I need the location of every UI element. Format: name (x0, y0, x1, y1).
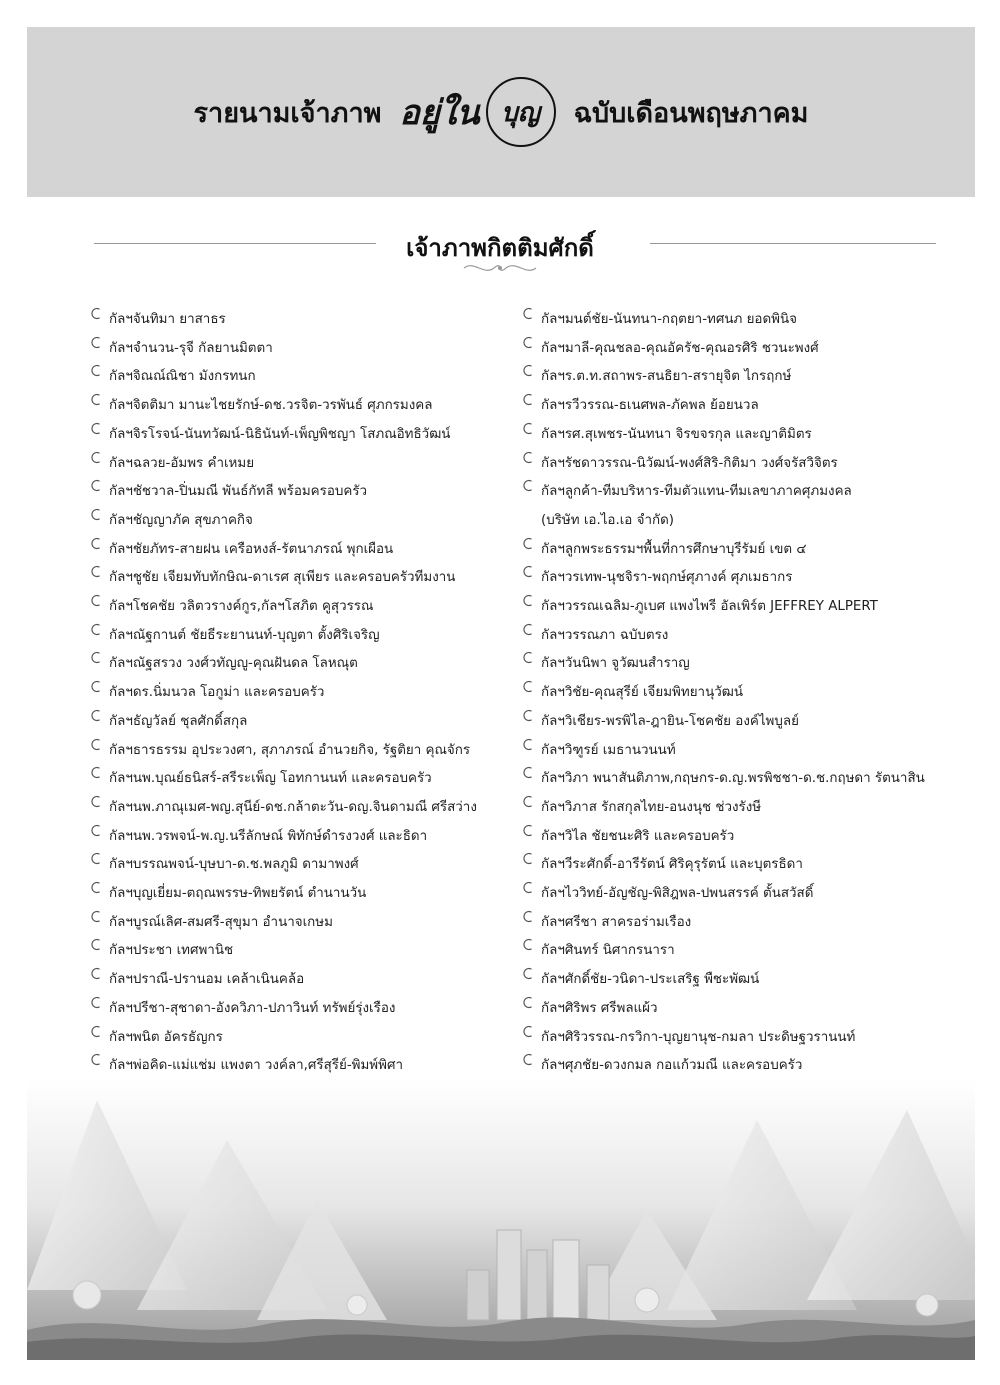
donor-list-item (90, 363, 520, 392)
donor-name: กัลฯวิเชียร-พรพิไล-ฎายิน-โชคชัย องค์ไพบูลย์ (541, 713, 799, 729)
crystal-decoration (27, 1080, 975, 1360)
donor-list-item (90, 306, 520, 335)
donor-list-item (522, 679, 962, 708)
header-title (27, 27, 975, 197)
bullet-icon (522, 364, 535, 377)
donor-name: กัลฯร.ต.ท.สถาพร-สนธิยา-สรายุจิต ไกรฤกษ์ (541, 369, 792, 385)
donor-name: กัลฯธัญวัลย์ ชุลศักดิ์สกุล (109, 713, 248, 729)
donor-list-item (90, 507, 520, 536)
donor-name: กัลฯรวีวรรณ-ธเนศพล-ภัคพล ย้อยนวล (541, 398, 759, 414)
bullet-icon (522, 594, 535, 607)
donor-list-item (522, 909, 962, 938)
donor-name: กัลฯปราณี-ปรานอม เคล้าเนินคล้อ (109, 972, 305, 988)
donor-name: กัลฯศักดิ์ชัย-วนิดา-ประเสริฐ พืชะพัฒน์ (541, 972, 760, 988)
donor-name: กัลฯมนต์ชัย-นันทนา-กฤตยา-ทศนภ ยอดพินิจ (541, 312, 797, 327)
donor-list-item (90, 708, 520, 737)
bullet-icon (522, 451, 535, 464)
donor-name: กัลฯโชคชัย วลิตวรางค์กูร,กัลฯโสภิต คูสุวรรณ (109, 599, 374, 615)
bullet-icon (90, 824, 103, 837)
donor-list-item (522, 622, 962, 651)
bullet-icon (90, 393, 103, 406)
bullet-icon (522, 881, 535, 894)
bullet-icon (522, 996, 535, 1009)
donor-name: กัลฯชัยภัทร-สายฝน เครือหงส์-รัตนาภรณ์ พุกเผือน (109, 541, 394, 557)
donor-name: กัลฯจำนวน-รุจี กัลยานมิตตา (109, 340, 273, 356)
donor-name: กัลฯศรีชา สาครอร่ามเรือง (541, 914, 692, 930)
bullet-icon (90, 364, 103, 377)
donor-list-item (90, 823, 520, 852)
bullet-icon (90, 336, 103, 349)
bullet-icon (90, 881, 103, 894)
bullet-icon (90, 651, 103, 664)
donor-list-item (90, 564, 520, 593)
bullet-icon (90, 852, 103, 865)
donor-list-item (90, 909, 520, 938)
donor-list-item (90, 679, 520, 708)
donor-list-item (522, 593, 962, 622)
donor-list-item (522, 421, 962, 450)
flourish-ornament-icon (460, 258, 540, 278)
donor-name: กัลฯวิไล ชัยชนะศิริ และครอบครัว (541, 828, 735, 844)
bullet-icon (522, 852, 535, 865)
donor-list-item (90, 794, 520, 823)
magazine-logo (399, 77, 555, 147)
donor-list-item (90, 966, 520, 995)
donor-name: กัลฯจิรโรจน์-นันทวัฒน์-นิธินันท์-เพ็ญพิชญา โสภณอิทธิวัฒน์ (109, 426, 451, 442)
donor-name: กัลฯวรรณเฉลิม-ภูเบศ แพงไพรี อัลเพิร์ต JEFFREY ALPERT (541, 599, 878, 615)
donor-name: กัลฯปรีชา-สุชาดา-อังควิภา-ปภาวินท์ ทรัพย์รุ่งเรือง (109, 1000, 396, 1016)
donor-list-item (522, 708, 962, 737)
donor-name: กัลฯรศ.สุเพชร-นันทนา จิรขจรกุล และญาติมิตร (541, 426, 812, 442)
donor-list-item (90, 536, 520, 565)
bullet-icon (90, 422, 103, 435)
donor-name: กัลฯวิภา พนาสันติภาพ,กฤษกร-ด.ญ.พรพิชชา-ด.ช.กฤษดา รัตนาสิน (541, 771, 925, 787)
donor-list-item (90, 450, 520, 479)
section-title: เจ้าภาพกิตติมศักดิ์ (406, 234, 594, 262)
donor-list-item (522, 335, 962, 364)
bullet-icon (522, 709, 535, 722)
bullet-icon (90, 594, 103, 607)
donor-list-item (522, 478, 962, 507)
bullet-icon (90, 910, 103, 923)
donor-list-item (522, 737, 962, 766)
donor-list-item (522, 363, 962, 392)
donor-name: กัลฯรัชดาวรรณ-นิวัฒน์-พงศ์สิริ-กิติมา วงศ์จรัสวิจิตร (541, 455, 838, 471)
donor-name: กัลฯวรเทพ-นุชจิรา-พฤกษ์ศุภางค์ ศุภเมธากร (541, 570, 793, 586)
donor-list-item (522, 564, 962, 593)
donor-list-item (522, 937, 962, 966)
donor-list-item (90, 1024, 520, 1053)
bullet-icon (522, 537, 535, 550)
donor-name: กัลฯธารธรรม อุประวงศา, สุภาภรณ์ อำนวยกิจ, รัฐติยา คุณจักร (109, 742, 471, 758)
bullet-icon (522, 910, 535, 923)
bullet-icon (522, 393, 535, 406)
donor-name: กัลฯดร.นิ่มนวล โอกูม่า และครอบครัว (109, 685, 325, 701)
donor-list-item (90, 593, 520, 622)
bullet-icon (522, 651, 535, 664)
donor-list-item (90, 392, 520, 421)
donor-name: กัลฯศิริวรรณ-กรวิกา-บุญยานุช-กมลา ประดิษฐวรานนท์ (541, 1029, 856, 1045)
donor-name: กัลฯลูกพระธรรมฯพื้นที่การศึกษาบุรีรัมย์ เขต ๔ (541, 541, 807, 557)
donor-name: กัลฯวิฑูรย์ เมธานวนนท์ (541, 742, 676, 758)
bullet-icon (522, 336, 535, 349)
donor-name-continuation: (บริษัท เอ.ไอ.เอ จำกัด) (541, 512, 675, 528)
title-left: รายนามเจ้าภาพ (193, 97, 382, 129)
donor-list-item (90, 650, 520, 679)
donor-list-item (522, 794, 962, 823)
donor-name: กัลฯศิริพร ศรีพลแผ้ว (541, 1000, 658, 1016)
donor-name: กัลฯพนิต อัครธัญกร (109, 1029, 223, 1045)
donor-list-item (522, 823, 962, 852)
donor-name: กัลฯณัฐกานต์ ชัยธีระยานนท์-บุญตา ตั้งศิริเจริญ (109, 627, 380, 643)
bullet-icon (522, 422, 535, 435)
donor-name: กัลฯมาลี-คุณชลอ-คุณอัครัช-คุณอรศิริ ชวนะพงศ์ (541, 340, 819, 356)
donor-list-item (522, 765, 962, 794)
donor-name: กัลฯประชา เทศพานิช (109, 943, 234, 959)
donor-name: กัลฯวิภาส รักสกุลไทย-อนงนุช ช่วงรังษี (541, 799, 762, 815)
donor-name: กัลฯวีระศักดิ์-อารีรัตน์ ศิริคุรุรัตน์ และบุตรธิดา (541, 857, 803, 873)
donor-name: กัลฯบรรณพจน์-บุษบา-ด.ช.พลภูมิ ดามาพงศ์ (109, 857, 359, 873)
donor-name: กัลฯจันทิมา ยาสาธร (109, 312, 226, 327)
bullet-icon (90, 479, 103, 492)
donor-name: กัลฯศินทร์ นิศากรนารา (541, 943, 675, 959)
donor-list-item (90, 880, 520, 909)
donor-name: กัลฯจิณณ์ณิชา มังกรทนก (109, 369, 256, 385)
donor-list-item (90, 1052, 520, 1081)
bullet-icon (90, 709, 103, 722)
donor-list-item (522, 880, 962, 909)
donor-list-item (522, 851, 962, 880)
donor-name: กัลฯศุภชัย-ดวงกมล กอแก้วมณี และครอบครัว (541, 1058, 803, 1074)
donor-list-item (522, 1052, 962, 1081)
bullet-icon (522, 938, 535, 951)
donor-name: กัลฯชัชวาล-ปิ่นมณี พันธ์กัทลี พร้อมครอบครัว (109, 484, 368, 500)
donor-list-item (90, 851, 520, 880)
logo-circle-text: บุญ (501, 97, 540, 128)
bullet-icon (522, 680, 535, 693)
bullet-icon (522, 307, 535, 320)
donor-list-item (90, 622, 520, 651)
donor-name: กัลฯพ่อคิด-แม่แช่ม แพงตา วงค์ลา,ศรีสุรีย์-พิมพ์พิศา (109, 1058, 403, 1074)
donor-list-item (522, 995, 962, 1024)
donor-name: กัลฯวิชัย-คุณสุรีย์ เจียมพิทยานุวัฒน์ (541, 685, 744, 701)
donor-name: กัลฯวันนิพา จูวัฒนสำราญ (541, 656, 690, 672)
donor-name: กัลฯบุญเยี่ยม-ตฤณพรรษ-ทิพยรัตน์ ตำนานวัน (109, 886, 367, 902)
donor-name: กัลฯไววิทย์-อัญชัญ-พิสิฎพล-ปพนสรรค์ ตั้นสวัสดิ์ (541, 886, 814, 902)
bullet-icon (522, 766, 535, 779)
donor-list-item (90, 335, 520, 364)
bullet-icon (522, 623, 535, 636)
donor-list-item (522, 966, 962, 995)
bullet-icon (522, 967, 535, 980)
donor-list-item (522, 650, 962, 679)
donor-name: กัลฯฉลวย-อัมพร คำเหมย (109, 455, 255, 471)
bullet-icon (90, 565, 103, 578)
donor-list-item (90, 937, 520, 966)
bullet-icon (522, 1053, 535, 1066)
logo-word: อยู่ใน (399, 93, 480, 133)
donor-name: กัลฯนพ.บุณย์ธนิสร์-สรีระเพ็ญ โอทกานนท์ และครอบครัว (109, 771, 432, 787)
bullet-icon (90, 307, 103, 320)
donor-name: กัลฯนพ.ภาณุเมศ-พญ.สุนีย์-ดช.กล้าตะวัน-ดญ.จินดามณี ศรีสว่าง (109, 799, 477, 815)
bullet-icon (90, 996, 103, 1009)
bullet-icon (90, 967, 103, 980)
donor-name: กัลฯวรรณภา ฉบับตรง (541, 627, 669, 643)
bullet-icon (90, 1053, 103, 1066)
bullet-icon (90, 680, 103, 693)
bullet-icon (522, 1025, 535, 1038)
donor-list-item (522, 450, 962, 479)
bullet-icon (90, 451, 103, 464)
bullet-icon (90, 766, 103, 779)
bullet-icon (90, 623, 103, 636)
bullet-icon (90, 537, 103, 550)
bullet-icon (90, 508, 103, 521)
logo-circle (486, 77, 556, 147)
bullet-icon (522, 565, 535, 578)
donor-list-item (90, 478, 520, 507)
bullet-icon (522, 824, 535, 837)
bullet-icon (90, 1025, 103, 1038)
donor-list-item (522, 536, 962, 565)
donor-name: กัลฯณัฐสรวง วงศ์วทัญญู-คุณฝันดล โลหณุต (109, 656, 358, 672)
bullet-icon (522, 479, 535, 492)
donor-list-item (90, 421, 520, 450)
donor-name: กัลฯบูรณ์เลิศ-สมศรี-สุขุมา อำนาจเกษม (109, 914, 333, 930)
donor-name: กัลฯลูกค้า-ทีมบริหาร-ทีมตัวแทน-ทีมเลขาภาคศุภมงคล (541, 484, 852, 500)
donor-list-item (522, 306, 962, 335)
bullet-icon (90, 738, 103, 751)
donor-list-item (90, 737, 520, 766)
title-right: ฉบับเดือนพฤษภาคม (573, 97, 809, 129)
bullet-icon (522, 738, 535, 751)
donor-name: กัลฯชัญญาภัค สุขภาคกิจ (109, 512, 253, 528)
donor-name: กัลฯจิตติมา มานะไชยรักษ์-ดช.วรจิต-วรพันธ์ ศุภกรมงคล (109, 398, 433, 414)
bullet-icon (90, 938, 103, 951)
donor-list-item (522, 1024, 962, 1053)
donor-list-item (90, 765, 520, 794)
donor-name: กัลฯนพ.วรพจน์-พ.ญ.นรีลักษณ์ พิทักษ์ดำรงวงศ์ และธิดา (109, 828, 428, 844)
donor-list-item (522, 392, 962, 421)
donor-name: กัลฯชูชัย เจียมทับทักษิณ-ดาเรศ สุเพียร และครอบครัวทีมงาน (109, 570, 456, 586)
donor-list-item (90, 995, 520, 1024)
bullet-icon (90, 795, 103, 808)
bullet-icon (522, 795, 535, 808)
